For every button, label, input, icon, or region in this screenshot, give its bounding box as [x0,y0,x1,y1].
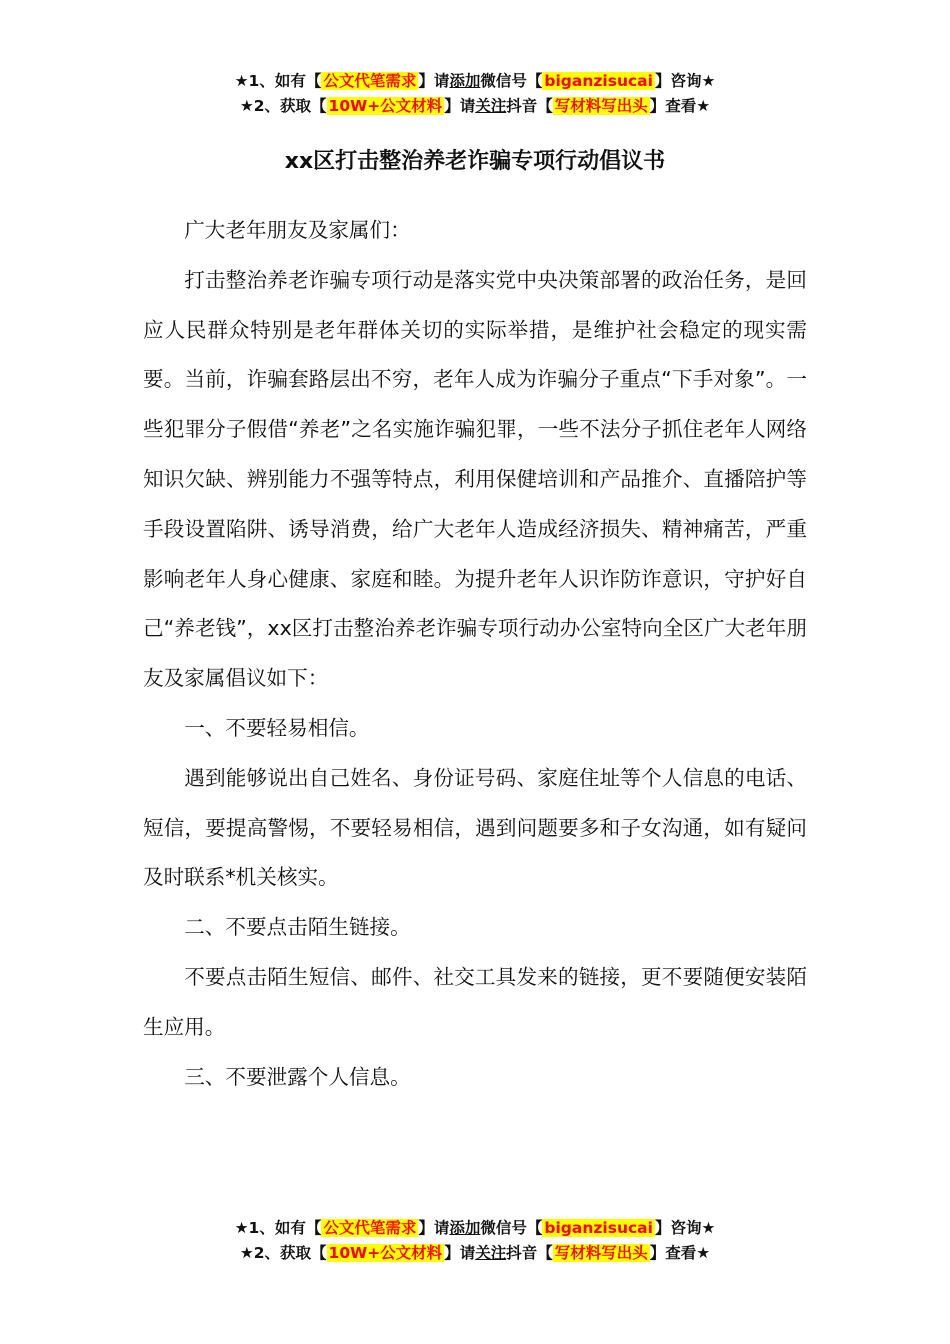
banner-text: 】请 [444,97,476,115]
banner-text: ★2、获取【 [239,1244,327,1262]
banner-text: ★2、获取【 [239,97,327,115]
document-body [143,206,807,1102]
highlight-materials: 10W+公文材料 [328,97,443,115]
banner-line-2 [0,1241,950,1266]
highlight-service: 公文代笔需求 [323,72,417,90]
banner-text: ★1、如有【 [234,72,322,90]
heading-1: 一、不要轻易相信。 [184,715,370,740]
document-title: xx区打击整治养老诈骗专项行动倡议书 [284,149,666,174]
banner-text: 】查看★ [649,1244,711,1262]
banner-text: 】查看★ [649,97,711,115]
banner-text: 微信号【 [480,1219,543,1237]
highlight-douyin-account: 写材料写出头 [554,1244,648,1262]
banner-text: 抖音【 [506,97,553,115]
banner-text: 抖音【 [506,1244,553,1262]
footer-banner [0,1216,950,1266]
banner-text: 】请 [444,1244,476,1262]
banner-line-1 [0,1216,950,1241]
banner-text: 】请 [418,72,450,90]
underlined-follow: 关注 [475,1244,507,1262]
underlined-add: 添加 [449,72,481,90]
banner-text: 】咨询★ [654,1219,716,1237]
highlight-wechat-id: biganzisucai [544,72,653,90]
highlight-douyin-account: 写材料写出头 [554,97,648,115]
paragraph-1: 遇到能够说出自己姓名、身份证号码、家庭住址等个人信息的电话、短信，要提高警惕，不要轻易相信，遇到问题要多和子女沟通，如有疑问及时联系*机关核实。 [143,765,807,890]
paragraph-intro: 打击整治养老诈骗专项行动是落实党中央决策部署的政治任务，是回应人民群众特别是老年群体关切的实际举措，是维护社会稳定的现实需要。当前，诈骗套路层出不穷，老年人成为诈骗分子重点“下手对象”。一些犯罪分子假借“养老”之名实施诈骗犯罪，一些不法分子抓住老年人网络知识欠缺、辨别能力不强等特点，利用保健培训和产品推介、直播陪护等手段设置陷阱、诱导消费，给广大老年人造成经济损失、精神痛苦，严重影响老年人身心健康、家庭和睦。为提升老年人识诈防诈意识，守护好自己“养老钱”，xx区打击整治养老诈骗专项行动办公室特向全区广大老年朋友及家属倡议如下： [143,267,807,691]
banner-text: 】咨询★ [654,72,716,90]
underlined-add: 添加 [449,1219,481,1237]
banner-text: 】请 [418,1219,450,1237]
banner-text: ★1、如有【 [234,1219,322,1237]
banner-line-2 [0,94,950,119]
heading-3: 三、不要泄露个人信息。 [184,1064,411,1089]
header-banner [0,69,950,119]
banner-line-1 [0,69,950,94]
highlight-service: 公文代笔需求 [323,1219,417,1237]
underlined-follow: 关注 [475,97,507,115]
banner-text: 微信号【 [480,72,543,90]
highlight-wechat-id: biganzisucai [544,1219,653,1237]
salutation: 广大老年朋友及家属们： [184,218,411,242]
highlight-materials: 10W+公文材料 [328,1244,443,1262]
heading-2: 二、不要点击陌生链接。 [184,915,411,940]
paragraph-2: 不要点击陌生短信、邮件、社交工具发来的链接，更不要随便安装陌生应用。 [143,964,807,1039]
